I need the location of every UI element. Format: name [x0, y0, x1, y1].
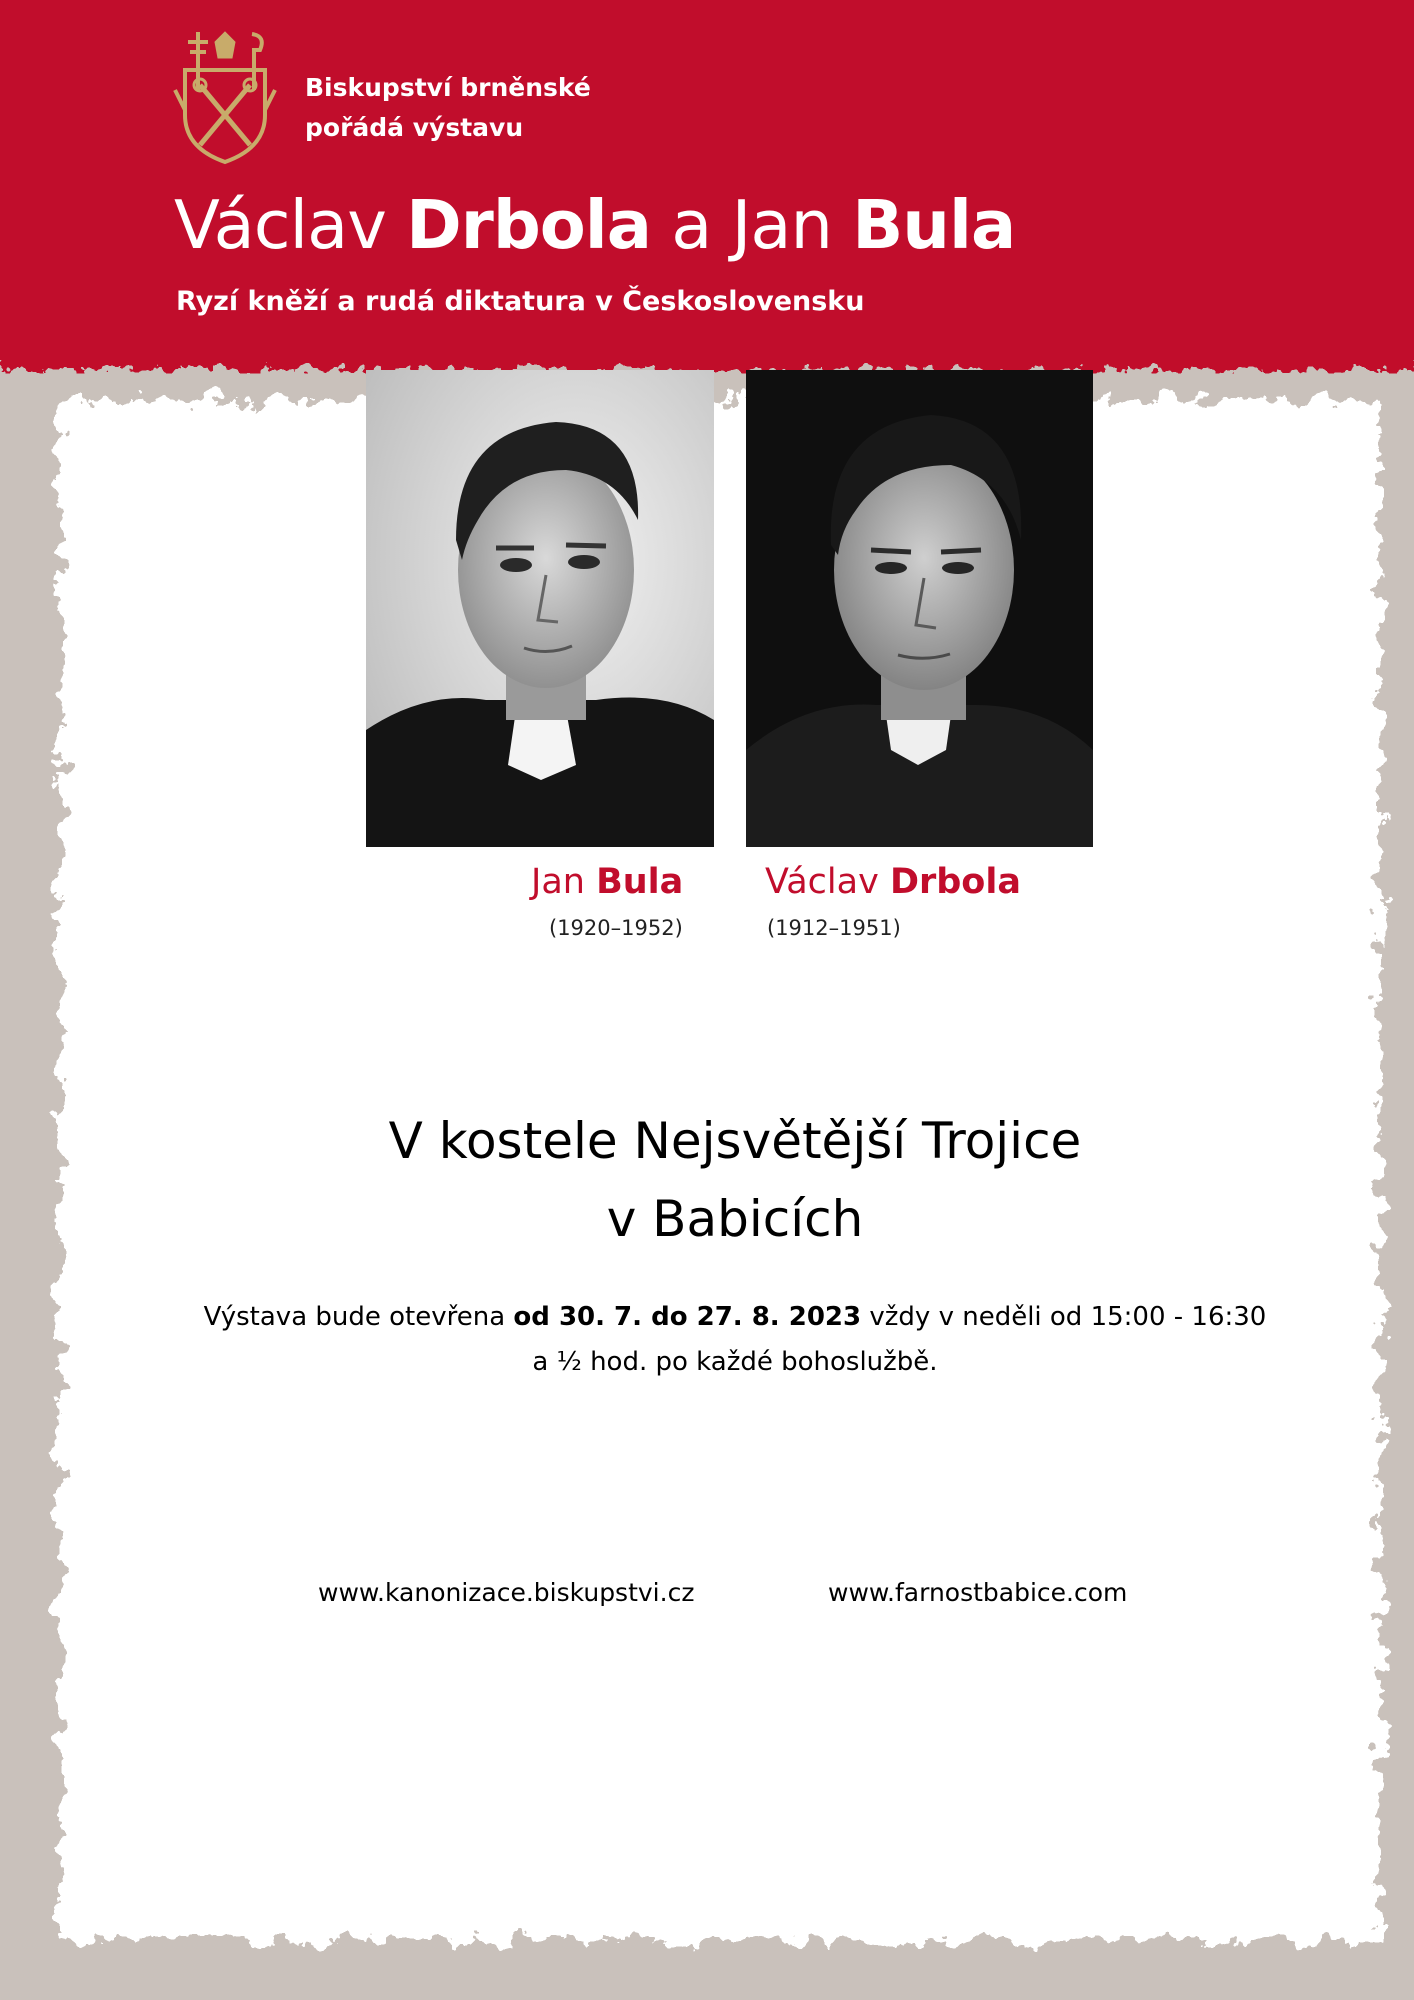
caption-first-name: Jan	[531, 862, 597, 902]
venue-line-2: v Babicích	[606, 1190, 864, 1248]
caption-first-name: Václav	[765, 862, 890, 902]
venue-line-1: V kostele Nejsvětější Trojice	[388, 1112, 1082, 1170]
organizer	[305, 68, 591, 148]
info-text: vždy v neděli od 15:00 - 16:30	[861, 1302, 1267, 1332]
organizer-action: pořádá výstavu	[305, 113, 524, 142]
caption-years-bula: (1920–1952)	[549, 916, 683, 940]
link-kanonizace[interactable]: www.kanonizace.biskupstvi.cz	[318, 1578, 695, 1607]
info-text: Výstava bude otevřena	[203, 1302, 514, 1332]
title-part: a Jan	[650, 186, 853, 264]
opening-hours-note: a ½ hod. po každé bohoslužbě.	[532, 1347, 938, 1377]
exhibition-subtitle: Ryzí kněží a rudá diktatura v Československu	[176, 286, 865, 317]
diocese-coat-of-arms-icon	[170, 30, 280, 165]
title-part: Václav	[174, 186, 407, 264]
portrait-photo-bula	[366, 370, 714, 847]
caption-last-name: Bula	[596, 862, 684, 902]
exhibition-title	[174, 180, 1015, 270]
info-dates: od 30. 7. do 27. 8. 2023	[513, 1302, 862, 1332]
title-part-bold: Drbola	[406, 186, 651, 264]
caption-name-bula	[531, 862, 683, 902]
title-part-bold: Bula	[852, 186, 1016, 264]
opening-hours	[0, 1302, 1414, 1332]
portrait-photo-drbola	[746, 370, 1093, 847]
caption-years-drbola: (1912–1951)	[767, 916, 901, 940]
caption-last-name: Drbola	[889, 862, 1021, 902]
caption-name-drbola	[765, 862, 1021, 902]
link-farnost[interactable]: www.farnostbabice.com	[828, 1578, 1128, 1607]
organizer-name: Biskupství brněnské	[305, 73, 591, 102]
